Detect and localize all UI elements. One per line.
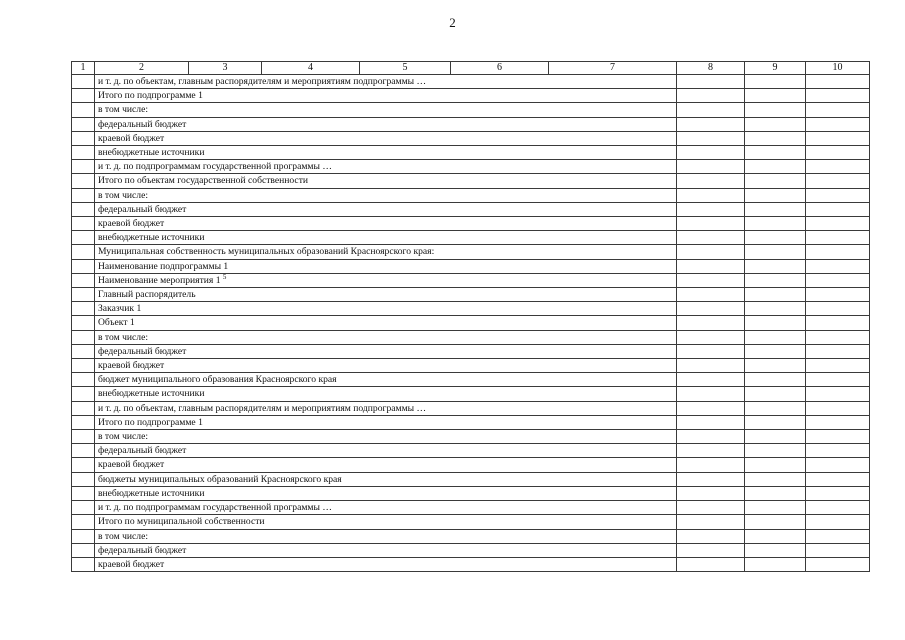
value-cell	[745, 288, 806, 302]
value-cell	[745, 486, 806, 500]
table-row	[72, 188, 870, 202]
value-cell	[677, 117, 745, 131]
value-cell	[806, 415, 870, 429]
row-label: Итого по подпрограмме 1	[98, 416, 203, 428]
row-label-cell	[95, 89, 677, 103]
value-cell	[806, 146, 870, 160]
value-cell	[745, 202, 806, 216]
row-label-cell	[95, 401, 677, 415]
row-label: федеральный бюджет	[98, 203, 187, 215]
row-label-cell	[95, 217, 677, 231]
row-label-cell	[95, 231, 677, 245]
value-cell	[745, 401, 806, 415]
row-number-cell	[72, 415, 95, 429]
row-number-cell	[72, 387, 95, 401]
value-cell	[806, 543, 870, 557]
value-cell	[677, 245, 745, 259]
row-number-cell	[72, 146, 95, 160]
budget-table	[71, 61, 870, 572]
value-cell	[745, 359, 806, 373]
value-cell	[806, 359, 870, 373]
row-number-cell	[72, 273, 95, 287]
value-cell	[806, 316, 870, 330]
header-row	[72, 62, 870, 75]
value-cell	[745, 117, 806, 131]
row-label-cell	[95, 302, 677, 316]
table-row	[72, 117, 870, 131]
row-number-cell	[72, 444, 95, 458]
value-cell	[677, 89, 745, 103]
row-label: Объект 1	[98, 317, 135, 329]
row-label: федеральный бюджет	[98, 118, 187, 130]
value-cell	[745, 557, 806, 571]
value-cell	[806, 515, 870, 529]
row-label-cell	[95, 117, 677, 131]
value-cell	[745, 302, 806, 316]
row-label-cell	[95, 344, 677, 358]
table-row	[72, 217, 870, 231]
value-cell	[677, 373, 745, 387]
page-number: 2	[449, 15, 456, 30]
value-cell	[806, 387, 870, 401]
value-cell	[745, 245, 806, 259]
row-label-cell	[95, 288, 677, 302]
row-label: Главный распорядитель	[98, 289, 196, 301]
value-cell	[806, 458, 870, 472]
row-number-cell	[72, 486, 95, 500]
value-cell	[806, 401, 870, 415]
row-number-cell	[72, 557, 95, 571]
row-label-cell	[95, 458, 677, 472]
value-cell	[745, 529, 806, 543]
row-number-cell	[72, 316, 95, 330]
row-label-cell	[95, 472, 677, 486]
value-cell	[677, 103, 745, 117]
table-row	[72, 486, 870, 500]
value-cell	[745, 444, 806, 458]
table-row	[72, 472, 870, 486]
value-cell	[806, 89, 870, 103]
row-number-cell	[72, 288, 95, 302]
value-cell	[806, 160, 870, 174]
table-row	[72, 89, 870, 103]
value-cell	[745, 472, 806, 486]
value-cell	[745, 373, 806, 387]
table-row	[72, 344, 870, 358]
value-cell	[806, 259, 870, 273]
value-cell	[745, 330, 806, 344]
column-header: 2	[95, 62, 189, 75]
row-number-cell	[72, 75, 95, 89]
row-label: внебюджетные источники	[98, 487, 205, 499]
value-cell	[806, 245, 870, 259]
value-cell	[677, 202, 745, 216]
row-label-cell	[95, 188, 677, 202]
table-row	[72, 160, 870, 174]
column-header: 8	[677, 62, 745, 75]
table-row	[72, 103, 870, 117]
value-cell	[677, 401, 745, 415]
value-cell	[806, 430, 870, 444]
value-cell	[806, 330, 870, 344]
row-label-cell	[95, 316, 677, 330]
value-cell	[806, 501, 870, 515]
value-cell	[745, 458, 806, 472]
row-label-cell	[95, 174, 677, 188]
row-number-cell	[72, 174, 95, 188]
column-header: 9	[745, 62, 806, 75]
row-number-cell	[72, 103, 95, 117]
value-cell	[806, 174, 870, 188]
value-cell	[806, 557, 870, 571]
value-cell	[806, 131, 870, 145]
row-label: Муниципальная собственность муниципальных образований Красноярского края:	[98, 246, 435, 258]
row-label: Итого по объектам государственной собственности	[98, 175, 309, 187]
value-cell	[806, 103, 870, 117]
value-cell	[806, 217, 870, 231]
row-label-cell	[95, 415, 677, 429]
value-cell	[745, 131, 806, 145]
row-number-cell	[72, 117, 95, 131]
value-cell	[745, 160, 806, 174]
column-header: 5	[360, 62, 451, 75]
value-cell	[745, 217, 806, 231]
row-label-cell	[95, 103, 677, 117]
value-cell	[806, 188, 870, 202]
value-cell	[806, 529, 870, 543]
value-cell	[806, 486, 870, 500]
row-label: в том числе:	[98, 331, 149, 343]
value-cell	[677, 543, 745, 557]
table-row	[72, 202, 870, 216]
value-cell	[677, 444, 745, 458]
row-number-cell	[72, 202, 95, 216]
row-number-cell	[72, 515, 95, 529]
table-row	[72, 273, 870, 287]
row-label: краевой бюджет	[98, 459, 165, 471]
table-row	[72, 430, 870, 444]
row-label: федеральный бюджет	[98, 345, 187, 357]
row-label: в том числе:	[98, 530, 149, 542]
column-header: 6	[451, 62, 549, 75]
row-label: в том числе:	[98, 431, 149, 443]
value-cell	[677, 160, 745, 174]
row-label: внебюджетные источники	[98, 232, 205, 244]
value-cell	[677, 217, 745, 231]
row-label: федеральный бюджет	[98, 544, 187, 556]
value-cell	[677, 316, 745, 330]
row-number-cell	[72, 401, 95, 415]
table-row	[72, 444, 870, 458]
row-label-cell	[95, 202, 677, 216]
row-label-cell	[95, 543, 677, 557]
value-cell	[745, 387, 806, 401]
row-label-cell	[95, 359, 677, 373]
row-number-cell	[72, 259, 95, 273]
row-label: Итого по подпрограмме 1	[98, 90, 203, 102]
row-label-cell	[95, 160, 677, 174]
value-cell	[677, 146, 745, 160]
row-label: краевой бюджет	[98, 132, 165, 144]
table-row	[72, 302, 870, 316]
value-cell	[806, 373, 870, 387]
row-label-cell	[95, 387, 677, 401]
value-cell	[677, 330, 745, 344]
row-number-cell	[72, 501, 95, 515]
row-label: краевой бюджет	[98, 558, 165, 570]
value-cell	[806, 117, 870, 131]
table-row	[72, 501, 870, 515]
value-cell	[677, 359, 745, 373]
row-label-cell	[95, 486, 677, 500]
table-row	[72, 259, 870, 273]
row-number-cell	[72, 373, 95, 387]
table-row	[72, 146, 870, 160]
value-cell	[745, 344, 806, 358]
table-row	[72, 75, 870, 89]
table-row	[72, 231, 870, 245]
row-number-cell	[72, 245, 95, 259]
row-label-cell	[95, 501, 677, 515]
row-label-cell	[95, 330, 677, 344]
table-row	[72, 557, 870, 571]
value-cell	[677, 486, 745, 500]
value-cell	[745, 174, 806, 188]
row-number-cell	[72, 458, 95, 472]
table-row	[72, 359, 870, 373]
row-label: краевой бюджет	[98, 218, 165, 230]
footnote-marker: 5	[222, 273, 227, 281]
row-label: внебюджетные источники	[98, 147, 205, 159]
row-label: бюджеты муниципальных образований Красноярского края	[98, 473, 342, 485]
value-cell	[745, 430, 806, 444]
value-cell	[677, 501, 745, 515]
column-header: 1	[72, 62, 95, 75]
row-label-cell	[95, 557, 677, 571]
table-row	[72, 543, 870, 557]
row-number-cell	[72, 472, 95, 486]
row-number-cell	[72, 302, 95, 316]
row-number-cell	[72, 344, 95, 358]
row-label: федеральный бюджет	[98, 445, 187, 457]
row-label: Заказчик 1	[98, 303, 142, 315]
column-header: 4	[262, 62, 360, 75]
row-label: Наименование мероприятия 1	[98, 274, 221, 286]
row-label-cell	[95, 444, 677, 458]
row-label: в том числе:	[98, 189, 149, 201]
value-cell	[745, 89, 806, 103]
value-cell	[745, 259, 806, 273]
value-cell	[677, 387, 745, 401]
row-label-cell	[95, 146, 677, 160]
row-number-cell	[72, 89, 95, 103]
row-label: и т. д. по подпрограммам государственной программы …	[98, 502, 332, 514]
row-number-cell	[72, 131, 95, 145]
value-cell	[806, 344, 870, 358]
table-row	[72, 174, 870, 188]
value-cell	[677, 472, 745, 486]
row-label-cell	[95, 529, 677, 543]
value-cell	[745, 146, 806, 160]
row-number-cell	[72, 529, 95, 543]
value-cell	[677, 273, 745, 287]
value-cell	[806, 472, 870, 486]
row-number-cell	[72, 217, 95, 231]
table-row	[72, 245, 870, 259]
row-label-cell	[95, 430, 677, 444]
value-cell	[677, 75, 745, 89]
value-cell	[745, 316, 806, 330]
column-header: 10	[806, 62, 870, 75]
value-cell	[806, 302, 870, 316]
value-cell	[677, 344, 745, 358]
row-label: и т. д. по объектам, главным распорядителям и мероприятиям подпрограммы …	[98, 402, 427, 414]
table-row	[72, 373, 870, 387]
value-cell	[745, 501, 806, 515]
value-cell	[806, 444, 870, 458]
row-label: в том числе:	[98, 104, 149, 116]
table-row	[72, 529, 870, 543]
table-row	[72, 131, 870, 145]
row-label: и т. д. по подпрограммам государственной программы …	[98, 161, 332, 173]
table-row	[72, 316, 870, 330]
value-cell	[677, 131, 745, 145]
row-label-cell	[95, 515, 677, 529]
table-row	[72, 401, 870, 415]
value-cell	[677, 188, 745, 202]
table-row	[72, 330, 870, 344]
column-header: 3	[189, 62, 262, 75]
value-cell	[806, 273, 870, 287]
value-cell	[677, 231, 745, 245]
value-cell	[806, 231, 870, 245]
table-row	[72, 515, 870, 529]
value-cell	[745, 75, 806, 89]
row-number-cell	[72, 430, 95, 444]
value-cell	[745, 188, 806, 202]
column-header: 7	[549, 62, 677, 75]
row-label-cell	[95, 373, 677, 387]
row-number-cell	[72, 231, 95, 245]
value-cell	[745, 103, 806, 117]
row-label: и т. д. по объектам, главным распорядителям и мероприятиям подпрограммы …	[98, 76, 427, 87]
row-label-cell	[95, 273, 677, 287]
row-number-cell	[72, 188, 95, 202]
table-row	[72, 288, 870, 302]
table-row	[72, 458, 870, 472]
row-number-cell	[72, 359, 95, 373]
row-label: Итого по муниципальной собственности	[98, 516, 265, 528]
value-cell	[745, 515, 806, 529]
value-cell	[677, 259, 745, 273]
value-cell	[806, 75, 870, 89]
row-label-cell	[95, 75, 677, 89]
value-cell	[677, 529, 745, 543]
row-label-cell	[95, 245, 677, 259]
value-cell	[677, 458, 745, 472]
value-cell	[677, 415, 745, 429]
table-row	[72, 415, 870, 429]
table-row	[72, 387, 870, 401]
row-label: внебюджетные источники	[98, 388, 205, 400]
value-cell	[806, 288, 870, 302]
value-cell	[745, 543, 806, 557]
row-label: бюджет муниципального образования Красноярского края	[98, 374, 337, 386]
value-cell	[745, 415, 806, 429]
row-number-cell	[72, 543, 95, 557]
row-label-cell	[95, 131, 677, 145]
row-number-cell	[72, 160, 95, 174]
value-cell	[745, 273, 806, 287]
row-number-cell	[72, 330, 95, 344]
value-cell	[677, 288, 745, 302]
value-cell	[745, 231, 806, 245]
row-label: краевой бюджет	[98, 360, 165, 372]
value-cell	[677, 174, 745, 188]
value-cell	[677, 430, 745, 444]
row-label: Наименование подпрограммы 1	[98, 260, 229, 272]
value-cell	[806, 202, 870, 216]
value-cell	[677, 557, 745, 571]
row-label-cell	[95, 259, 677, 273]
value-cell	[677, 515, 745, 529]
value-cell	[677, 302, 745, 316]
